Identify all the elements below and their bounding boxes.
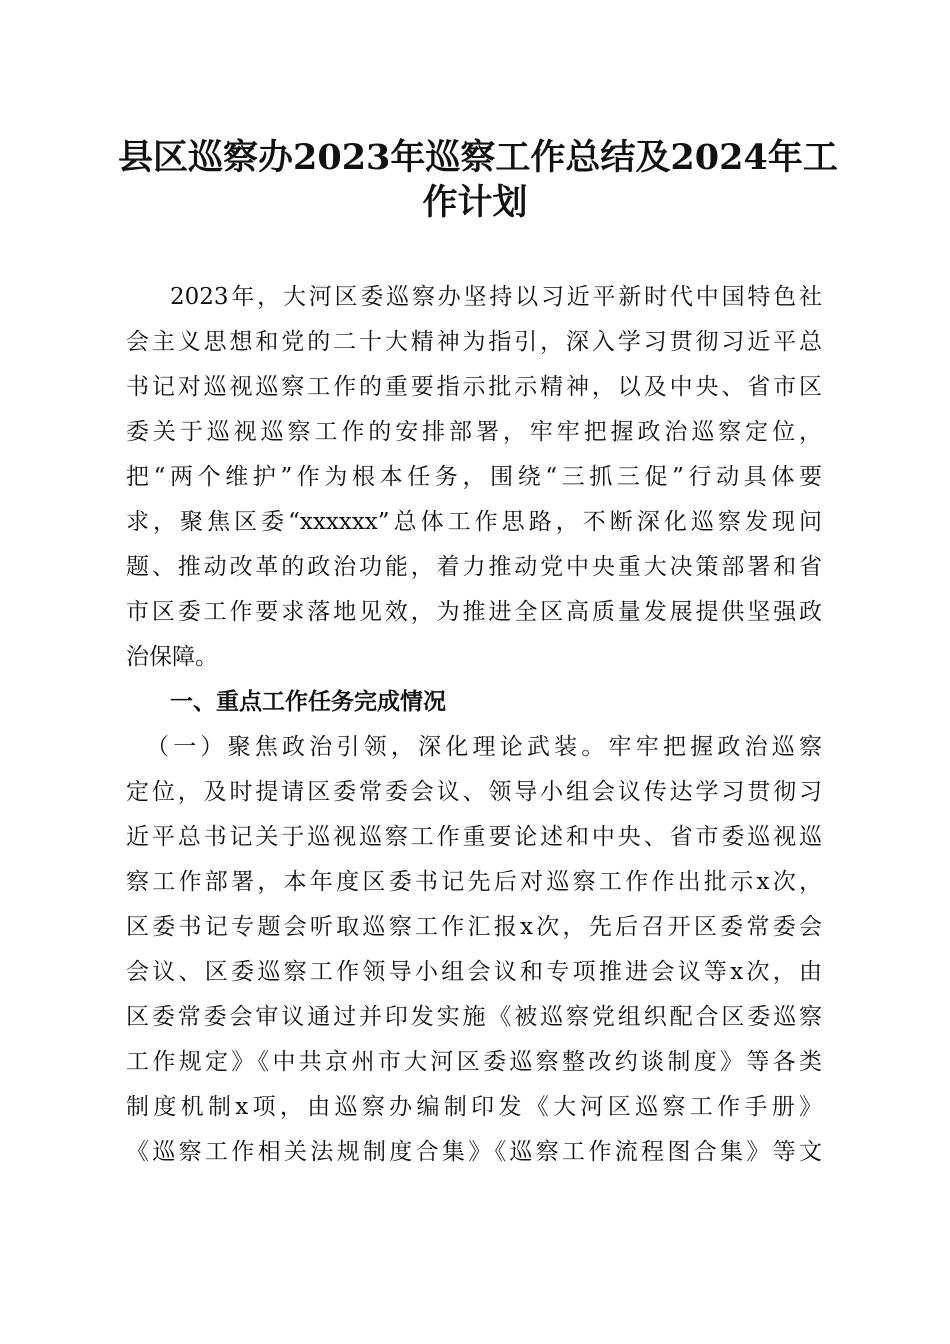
text-line: 察工作部署，本年度区委书记先后对巡察工作作出批示x次， [126,869,822,895]
document-body [126,275,822,1175]
text-line: 定位，及时提请区委常委会议、领导小组会议传达学习贯彻习 [126,779,822,805]
text-line: 《巡察工作相关法规制度合集》《巡察工作流程图合集》等文 [126,1139,822,1165]
document-title [118,134,838,224]
text-line: 工作规定》《中共京州市大河区委巡察整改约谈制度》等各类 [126,1049,822,1075]
text-line: 书记对巡视巡察工作的重要指示批示精神，以及中央、省市区 [126,374,822,400]
text-line: 区委常委会审议通过并印发实施《被巡察党组织配合区委巡察 [126,1004,822,1030]
text-line: 会主义思想和党的二十大精神为指引，深入学习贯彻习近平总 [126,329,822,355]
intro-paragraph [126,275,822,680]
text-line: 区委书记专题会听取巡察工作汇报x次，先后召开区委常委会 [126,914,822,940]
text-line: 会议、区委巡察工作领导小组会议和专项推进会议等x次，由 [126,959,822,985]
text-line: 治保障。 [126,644,218,670]
text-line: （一）聚焦政治引领，深化理论武装。牢牢把握政治巡察 [146,734,822,760]
title-line: 作计划 [422,182,528,223]
paragraph-1 [126,725,822,1175]
text-line: 把“两个维护”作为根本任务，围绕“三抓三促”行动具体要 [126,464,822,490]
section-heading: 一、重点工作任务完成情况 [170,689,446,715]
text-line: 2023年，大河区委巡察办坚持以习近平新时代中国特色社 [170,284,822,310]
text-line: 制度机制x项，由巡察办编制印发《大河区巡察工作手册》 [126,1094,822,1120]
text-line: 市区委工作要求落地见效，为推进全区高质量发展提供坚强政 [126,599,822,625]
text-line: 题、推动改革的政治功能，着力推动党中央重大决策部署和省 [126,554,822,580]
title-line: 县区巡察办2023年巡察工作总结及2024年工 [118,137,838,178]
text-line: 近平总书记关于巡视巡察工作重要论述和中央、省市委巡视巡 [126,824,822,850]
text-line: 求，聚焦区委“xxxxxx”总体工作思路，不断深化巡察发现问 [126,509,822,535]
text-line: 委关于巡视巡察工作的安排部署，牢牢把握政治巡察定位， [126,419,822,445]
